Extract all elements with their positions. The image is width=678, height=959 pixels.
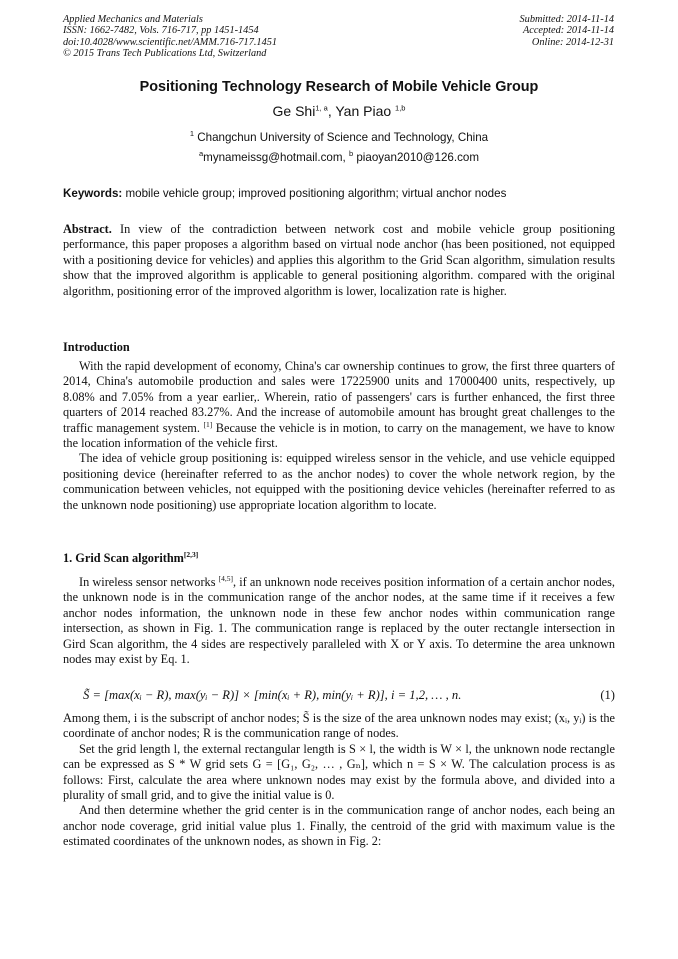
journal-name: Applied Mechanics and Materials [63, 14, 203, 25]
author-1: Ge Shi [272, 103, 316, 119]
author-separator: , [327, 103, 336, 119]
journal-info [63, 14, 277, 60]
section-1-paragraph-2: Among them, i is the subscript of anchor nodes; S̃ is the size of the area unknown nodes may exist; (xᵢ, yᵢ) is the coordinate of anchor nodes; R is the communication range of nodes. [63, 711, 615, 741]
submission-dates [520, 14, 614, 48]
section-1-paragraph-4: And then determine whether the grid center is in the communication range of anchor nodes, each being an anchor node coverage, grid initial value plus 1. Finally, the centroid of the grid with maximum value is the estimated coordinates of the unknown nodes, as shown in Fig. 2: [63, 803, 615, 849]
email-b-marker: b [348, 149, 354, 159]
email-b: piaoyan2010@126.com [353, 151, 479, 164]
s1-p1-text-end: , if an unknown node receives position information of a certain anchor nodes, the unknown node is in the communication range of the anchor nodes, at the same time if it receives a few anchor nodes information, the unknown node in these few anchor nodes within communication range intersection, as shown in Fig. 1. The communication range is replaced by the outer rectangle intersection in Gird Scan algorithm, the 4 sides are respectively paralleled with X or Y axis. To determine the area unknown nodes may exist by Eq. 1. [63, 575, 615, 667]
author-2: Yan Piao [335, 103, 396, 119]
paper-title: Positioning Technology Research of Mobile Vehicle Group [139, 79, 539, 95]
authors [0, 103, 678, 119]
accepted-date: Accepted: 2014-11-14 [522, 25, 614, 37]
section-1-heading [63, 551, 198, 566]
keywords [63, 187, 615, 200]
intro-p1-text: With the rapid development of economy, China's car ownership continues to grow, the first three quarters of 2014, China's automobile production and sales were 17225900 units and 17000400 units, respectively, up 8.08% and 7.05% from a year earlier,. Wherein, ratio of passengers' cars is further enhanced, the first three quarters of 2014 reached 83.27%. And the increase of automobile amount has brought great challenges to the traffic management system. [63, 359, 615, 435]
intro-paragraph-2: The idea of vehicle group positioning is: equipped wireless sensor in the vehicle, and use vehicle equipped positioning device (hereinafter referred to as the anchor nodes) to cover the whole network region, by the communication between vehicles, not equipped with the positioning device vehicles (hereinafter referred to as the unknown node positioning) use appropriate location algorithm to locate. [63, 451, 615, 512]
section-1-body [63, 575, 615, 667]
email-a: mynameissg@hotmail.com, [203, 151, 349, 164]
equation-body: S̃ = [max(xᵢ − R), max(yᵢ − R)] × [min(xᵢ + R), min(yᵢ + R)], i = 1,2, … , n. [83, 688, 462, 702]
citation-ref: [1] [203, 419, 213, 429]
email-a-marker: a [198, 149, 204, 159]
keywords-text: mobile vehicle group; improved positioning algorithm; virtual anchor nodes [122, 187, 507, 200]
intro-paragraph-1 [63, 359, 615, 451]
affiliation [0, 131, 678, 144]
abstract-label: Abstract. [63, 222, 112, 236]
keywords-label: Keywords: [63, 187, 123, 200]
issn-line: ISSN: 1662-7482, Vols. 716-717, pp 1451-1454 [63, 25, 259, 37]
online-date: Online: 2014-12-31 [531, 36, 614, 48]
author-1-affil: 1, a [315, 103, 328, 113]
submitted-date: Submitted: 2014-11-14 [519, 14, 614, 25]
section-1-paragraph-3: Set the grid length l, the external rectangular length is S × l, the width is W × l, the unknown node rectangle can be expressed as S * W grid sets G = [G₁, G₂, … , Gₙ], which n = S × W. The calculation process is as follows: First, calculate the area where unknown nodes may exist by the formula above, and divided into a plurality of small grid, and to give the initial value is 0. [63, 741, 615, 803]
copyright-line: © 2015 Trans Tech Publications Ltd, Switzerland [63, 48, 267, 60]
introduction-heading: Introduction [63, 340, 130, 354]
s1-p1-text: In wireless sensor networks [79, 575, 219, 589]
section-1-citation: [2,3] [183, 549, 199, 559]
section-1-paragraph-1 [63, 575, 615, 667]
author-emails [0, 151, 678, 164]
affiliation-text: Changchun University of Science and Technology, China [194, 131, 489, 144]
doi-line: doi:10.4028/www.scientific.net/AMM.716-717.1451 [63, 36, 278, 48]
section-1-title: 1. Grid Scan algorithm [63, 551, 184, 565]
introduction-body [63, 359, 615, 513]
abstract [63, 222, 615, 299]
equation-number: (1) [600, 688, 615, 702]
citation-ref: [4,5] [218, 573, 234, 583]
author-2-affil: 1,b [395, 103, 406, 113]
affiliation-number: 1 [189, 129, 195, 139]
abstract-text: In view of the contradiction between network cost and mobile vehicle group positioning performance, this paper proposes a algorithm based on virtual node anchor (has been positioned, not equipped with a positioning device for vehicles) and applies this algorithm to the Grid Scan algorithm, simulation results show that the improved algorithm is applicable to general positioning algorithm. compared with the original algorithm, positioning error of the improved algorithm is lower, localization rate is higher. [63, 222, 615, 298]
section-1-body-continued [63, 711, 615, 850]
intro-p1-text-end: Because the vehicle is in motion, to carry on the management, we have to know the location information of the vehicle first. [63, 420, 615, 451]
